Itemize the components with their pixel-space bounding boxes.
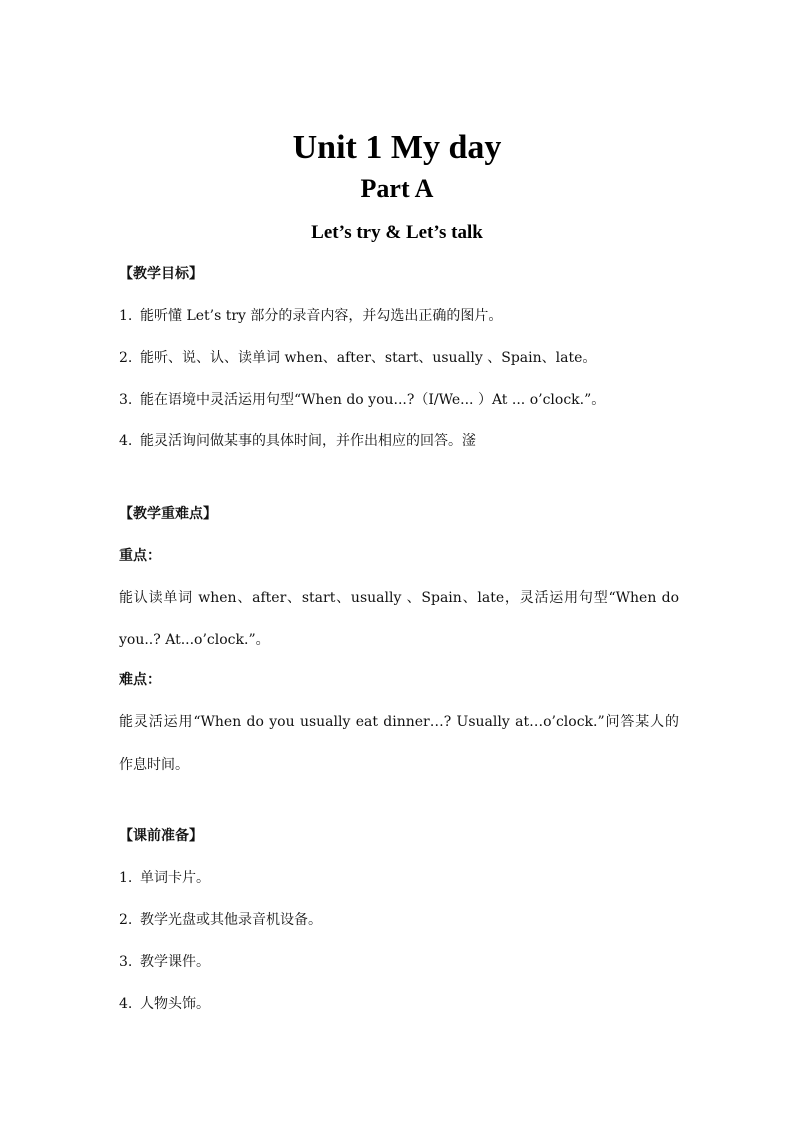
- preparation-number: 1.: [119, 870, 133, 886]
- objective-text: 能听、说、认、读单词 when、after、start、usually 、Spain、late。: [140, 350, 597, 366]
- focus-text-line: you..? At...o’clock.”。: [119, 632, 270, 648]
- difficulty-text-line: 作息时间。: [119, 757, 189, 773]
- preparation-text: 人物头饰。: [140, 996, 210, 1012]
- key-points-heading: 【教学重难点】: [119, 506, 217, 522]
- objective-item: [119, 390, 679, 410]
- focus-label: 重点：: [119, 548, 161, 564]
- document-subtitle: Part A: [360, 174, 434, 203]
- preparation-item: [119, 994, 679, 1014]
- preparation-text: 教学光盘或其他录音机设备。: [140, 912, 322, 928]
- preparation-heading: 【课前准备】: [119, 828, 203, 844]
- objective-number: 2.: [119, 350, 133, 366]
- document-title: Unit 1 My day: [292, 129, 502, 166]
- preparation-number: 2.: [119, 912, 133, 928]
- preparation-item: [119, 910, 679, 930]
- objective-item: [119, 431, 679, 451]
- preparation-number: 3.: [119, 954, 133, 970]
- preparation-item: [119, 952, 679, 972]
- preparation-text: 教学课件。: [140, 954, 210, 970]
- preparation-text: 单词卡片。: [140, 870, 210, 886]
- preparation-number: 4.: [119, 996, 133, 1012]
- objective-text: 能灵活询问做某事的具体时间，并作出相应的回答。滏: [140, 433, 476, 449]
- objective-number: 1.: [119, 308, 133, 324]
- objective-text: 能在语境中灵活运用句型“When do you...?（I/We... ）At ... o’clock.”。: [140, 392, 606, 408]
- objectives-heading: 【教学目标】: [119, 266, 203, 282]
- objective-number: 3.: [119, 392, 133, 408]
- objective-item: [119, 306, 679, 326]
- objective-item: [119, 348, 679, 368]
- lesson-title: Let’s try & Let’s talk: [311, 222, 483, 243]
- preparation-item: [119, 868, 679, 888]
- objective-text: 能听懂 Let’s try 部分的录音内容，并勾选出正确的图片。: [140, 308, 503, 324]
- difficulty-label: 难点：: [119, 672, 161, 688]
- difficulty-text-line: 能灵活运用“When do you usually eat dinner…? Usually at…o’clock.”问答某人的: [119, 714, 679, 730]
- focus-text-line: 能认读单词 when、after、start、usually 、Spain、late，灵活运用句型“When do: [119, 590, 679, 606]
- objective-number: 4.: [119, 433, 133, 449]
